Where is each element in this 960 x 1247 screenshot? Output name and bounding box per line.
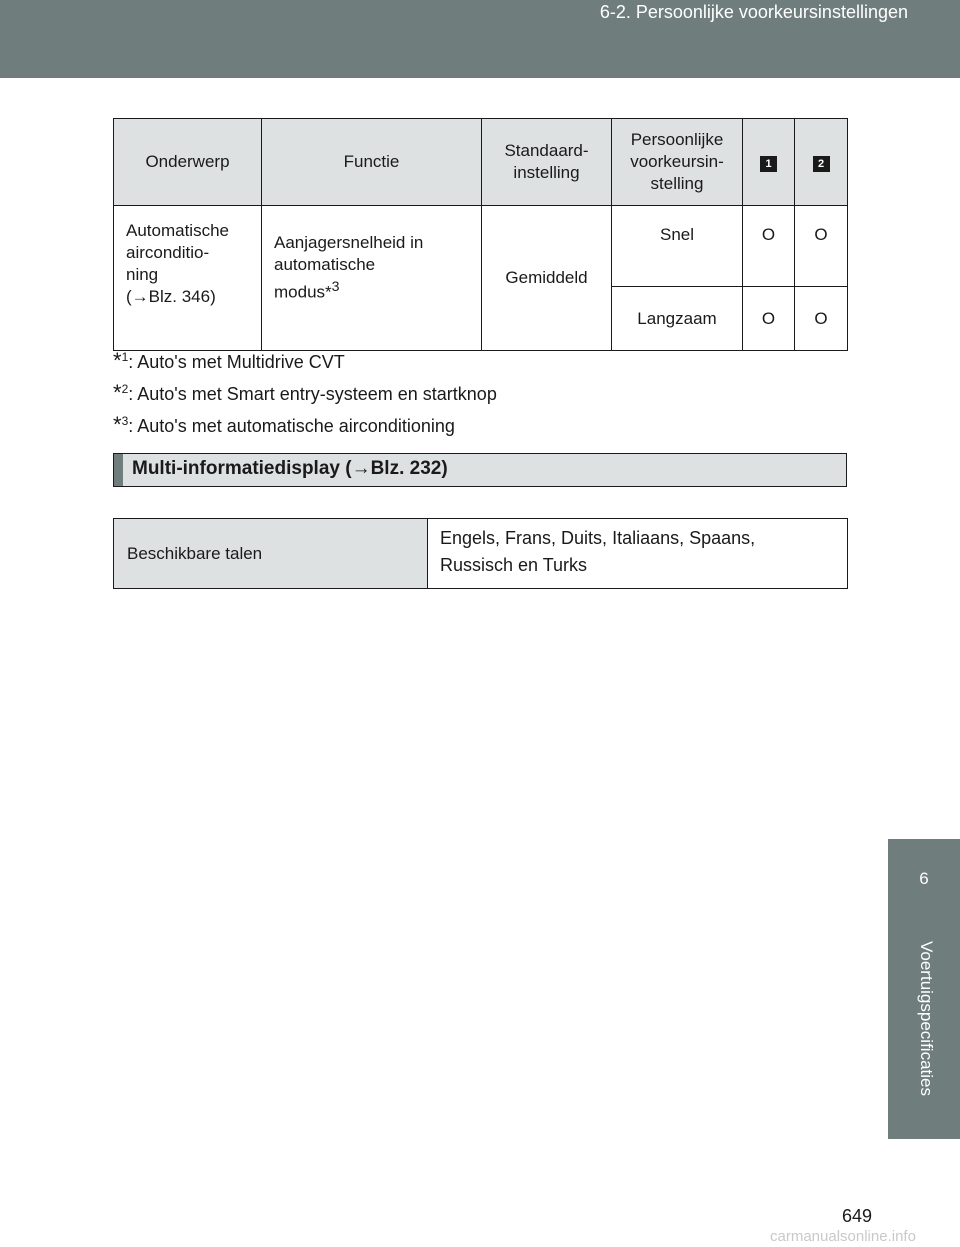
function-line: Aanjagersnelheid in — [274, 233, 424, 252]
footnote-number: 2 — [121, 382, 129, 396]
header-standaard — [482, 119, 612, 206]
page-header — [0, 0, 960, 78]
section-heading — [113, 453, 847, 487]
chapter-number: 6 — [919, 869, 929, 888]
header-persoonlijke-line2: voorkeursin- — [630, 152, 724, 171]
languages-table — [113, 518, 848, 589]
footnote-text: : Auto's met automatische airconditioning — [128, 416, 455, 436]
subject-page-ref: (→Blz. 346) — [126, 287, 216, 306]
footnote — [113, 344, 497, 376]
chapter-side-tab — [888, 839, 960, 1139]
header-standaard-line2: instelling — [513, 163, 580, 182]
footnote — [113, 408, 497, 440]
footnote-star: * — [113, 412, 122, 437]
option-snel-variant-2: O — [795, 206, 848, 287]
footnote-star: * — [113, 380, 122, 405]
watermark: carmanualsonline.info — [770, 1228, 916, 1245]
languages-label: Beschikbare talen — [114, 519, 428, 589]
subject-line: Automatische — [126, 221, 229, 240]
languages-value — [428, 519, 848, 589]
header-functie: Functie — [262, 119, 482, 206]
subject-line: airconditio- — [126, 243, 210, 262]
subject-line: ning — [126, 265, 159, 284]
default-cell: Gemiddeld — [482, 206, 612, 351]
option-langzaam: Langzaam — [612, 287, 743, 351]
header-standaard-line1: Standaard- — [504, 141, 589, 160]
header-persoonlijke-line3: stelling — [650, 174, 704, 193]
function-cell — [262, 206, 482, 351]
chapter-title: 6-2. Persoonlijke voorkeursinstellingen — [599, 2, 908, 22]
settings-table — [113, 118, 848, 351]
languages-line: Engels, Frans, Duits, Italiaans, Spaans, — [440, 528, 756, 548]
header-onderwerp: Onderwerp — [114, 119, 262, 206]
footnote-text: : Auto's met Smart entry-systeem en startknop — [128, 384, 497, 404]
variant-2-badge: 2 — [813, 156, 830, 172]
footnote-star: * — [113, 348, 122, 373]
function-line: automatische — [274, 255, 376, 274]
header-variant-2 — [795, 119, 848, 206]
option-snel-variant-1: O — [743, 206, 795, 287]
footnotes — [113, 344, 497, 440]
option-langzaam-variant-1: O — [743, 287, 795, 351]
page-number: 649 — [842, 1206, 873, 1226]
footnote-number: 3 — [121, 414, 129, 428]
function-last: modus* — [274, 282, 332, 302]
option-langzaam-variant-2: O — [795, 287, 848, 351]
header-variant-1 — [743, 119, 795, 206]
section-accent — [114, 454, 123, 486]
subject-cell — [114, 206, 262, 351]
header-persoonlijke — [612, 119, 743, 206]
function-footnote-ref: 3 — [331, 279, 340, 295]
option-snel: Snel — [612, 206, 743, 287]
section-title: Multi-informatiedisplay (→Blz. 232) — [132, 458, 448, 479]
languages-line: Russisch en Turks — [440, 555, 588, 575]
function-line — [274, 276, 469, 304]
header-persoonlijke-line1: Persoonlijke — [630, 130, 724, 149]
footnote — [113, 376, 497, 408]
footnote-number: 1 — [121, 350, 129, 364]
chapter-label: Voertuigspecificaties — [917, 941, 936, 1096]
variant-1-badge: 1 — [760, 156, 777, 172]
footnote-text: : Auto's met Multidrive CVT — [128, 352, 345, 372]
